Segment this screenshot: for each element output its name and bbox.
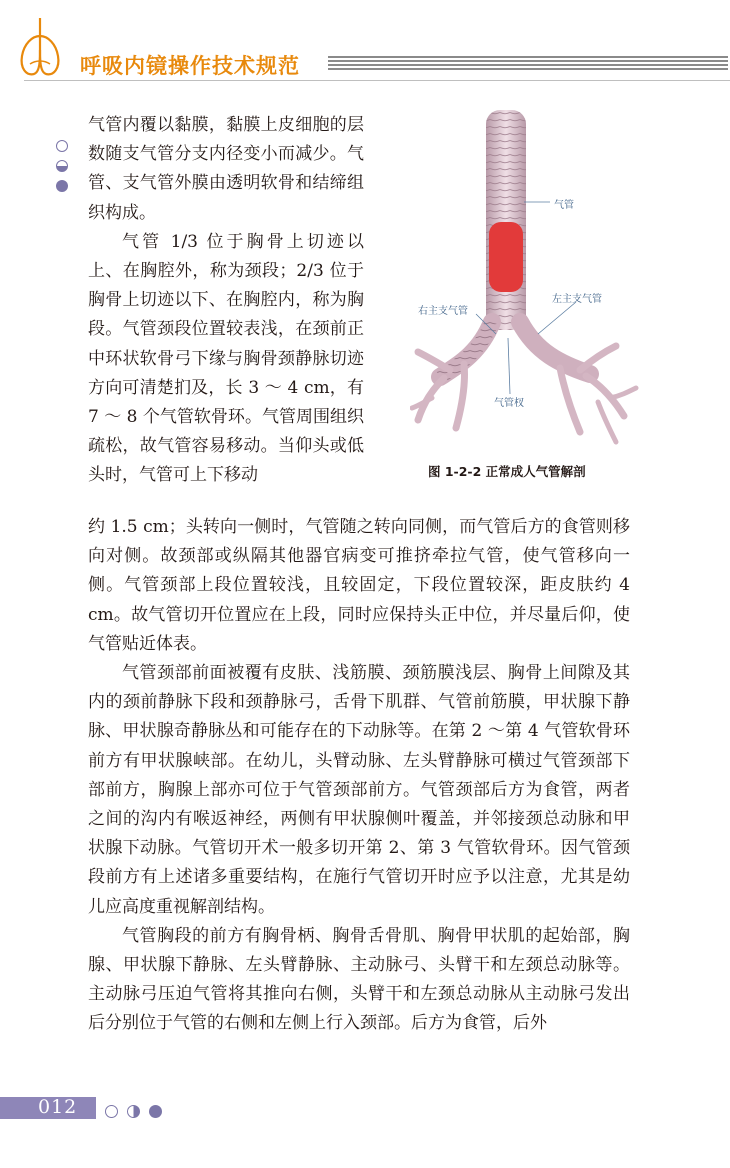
incision-highlight xyxy=(489,222,523,292)
header-rule xyxy=(24,80,730,81)
circle-half-icon xyxy=(127,1105,140,1118)
page-footer xyxy=(0,1094,730,1124)
text-column-top xyxy=(88,111,364,491)
book-title: 呼吸内镜操作技术规范 xyxy=(80,54,300,78)
circle-empty-icon xyxy=(105,1105,118,1118)
trachea-figure xyxy=(410,102,642,478)
side-dots xyxy=(56,140,70,200)
page-header xyxy=(0,0,730,100)
circle-filled-icon xyxy=(149,1105,162,1118)
paragraph: 气管胸段的前方有胸骨柄、胸骨舌骨肌、胸骨甲状肌的起始部，胸腺、甲状腺下静脉、左头臂静脉、主动脉弓、头臂干和左颈总动脉等。主动脉弓压迫气管将其推向右侧，头臂干和左颈总动脉从主动脉弓发出后分别位于气管的右侧和左侧上行入颈部。后方为食管，后外 xyxy=(88,925,630,1034)
paragraph: 气管内覆以黏膜，黏膜上皮细胞的层数随支气管分支内径变小而减少。气管、支气管外膜由透明软骨和结缔组织构成。 xyxy=(88,115,364,223)
paragraph: 气管颈部前面被覆有皮肤、浅筋膜、颈筋膜浅层、胸骨上间隙及其内的颈前静脉下段和颈静脉弓，舌骨下肌群、气管前筋膜，甲状腺下静脉、甲状腺奇静脉丛和可能存在的下动脉等。在第 2 ～第 4 气管软骨环前方有甲状腺峡部。在幼儿，头臂动脉、左头臂静脉可横过气管颈部下部前方，胸腺上部亦可位于气管颈部前方。气管颈部后方为食管，两者之间的沟内有喉返神经，两侧有甲状腺侧叶覆盖，并邻接颈总动脉和甲状腺下动脉。气管切开术一般多切开第 2、第 3 气管软骨环。因气管颈段前方有上述诸多重要结构，在施行气管切开时应予以注意，尤其是幼儿应高度重视解剖结构。 xyxy=(88,663,630,917)
paragraph: 气管 1/3 位于胸骨上切迹以上、在胸腔外，称为颈段；2/3 位于胸骨上切迹以下、在胸腔内，称为胸段。气管颈段位置较表浅，在颈前正中环状软骨弓下缘与胸骨颈静脉切迹方向可清楚扪及，长 3 ～ 4 cm，有 7 ～ 8 个气管软骨环。气管周围组织疏松，故气管容易移动。当仰头或低头时，气管可上下移动 xyxy=(88,231,364,486)
paragraph: 约 1.5 cm；头转向一侧时，气管随之转向同侧，而气管后方的食管则移向对侧。故颈部或纵隔其他器官病变可推挤牵拉气管，使气管移向一侧。气管颈部上段位置较浅，且较固定，下段位置较深，距皮肤约 4 cm。故气管切开位置应在上段，同时应保持头正中位，并尽量后仰，使气管贴近体表。 xyxy=(88,517,630,654)
label-carina: 气管杈 xyxy=(494,398,524,409)
trachea-illustration xyxy=(410,102,642,452)
page-number: 012 xyxy=(38,1096,78,1118)
circle-half-icon xyxy=(56,160,68,172)
header-stripes xyxy=(328,56,728,71)
lungs-logo-icon xyxy=(10,10,70,80)
circle-empty-icon xyxy=(56,140,68,152)
label-right-bronchus: 右主支气管 xyxy=(418,306,468,317)
text-column-full xyxy=(88,513,630,1039)
footer-dots xyxy=(105,1101,166,1120)
circle-filled-icon xyxy=(56,180,68,192)
figure-caption: 图 1-2-2 正常成人气管解剖 xyxy=(428,464,586,479)
label-left-bronchus: 左主支气管 xyxy=(552,294,602,305)
label-trachea: 气管 xyxy=(554,200,574,211)
